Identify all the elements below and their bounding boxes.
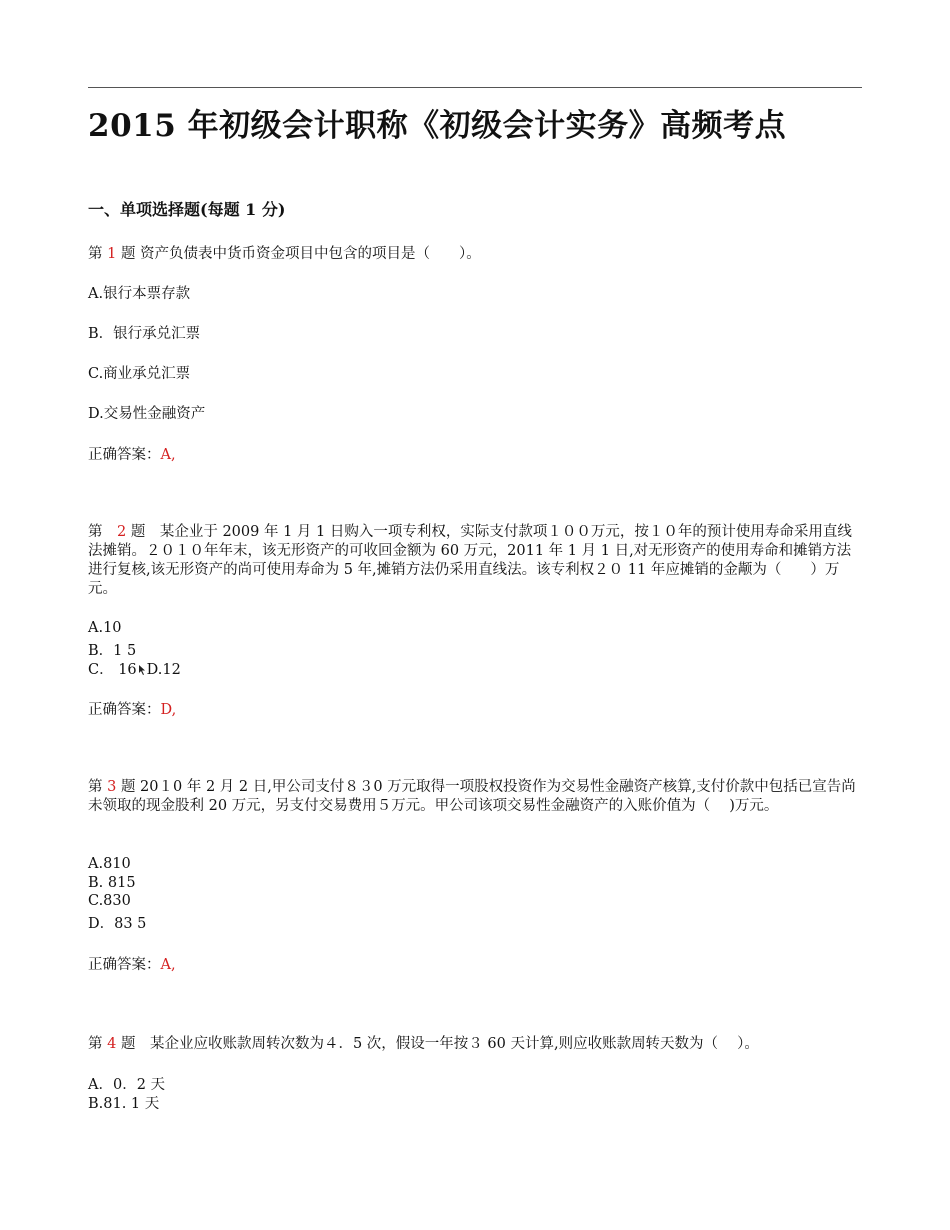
answer-value: D, [160,702,177,718]
q2-option-c: C． 16 [88,662,137,678]
answer-label: 正确答案： [88,702,161,718]
top-rule [88,87,862,88]
question-prefix: 第 [88,779,108,795]
q4-option-a: A．0．2 天 [88,1077,166,1093]
q3-option-a: A.810 [88,856,131,872]
question-number: 1 [107,246,117,262]
q2-option-cd [88,658,181,679]
question-number: 4 [107,1036,117,1052]
q2-option-a: A.10 [88,620,122,636]
question-3 [88,778,863,816]
question-1 [88,242,481,263]
q1-option-c: C.商业承兑汇票 [88,366,191,382]
answer-value: A, [160,447,176,463]
q1-option-d: D.交易性金融资产 [88,406,206,422]
question-prefix: 第 [88,1036,108,1052]
q3-option-c: C.830 [88,893,131,909]
q2-option-d: D.12 [146,662,181,678]
q1-option-b: B．银行承兑汇票 [88,326,201,342]
question-text: 题 资产负债表中货币资金项目中包含的项目是（ ）。 [116,246,481,262]
question-prefix: 第 [88,246,108,262]
question-4 [88,1032,759,1053]
question-text: 题 20１0 年 2 月 2 日,甲公司支付８３0 万元取得一项股权投资作为交易性金融资产核算,支付价款中包括已宣告尚未领取的现金股利 20 万元，另支付交易费用５万元。甲公司该项交易性金融资产的入账价值为（ )万元。 [88,779,856,814]
section-heading: 一、单项选择题(每题 1 分) [88,200,286,219]
q4-option-b: B.81. 1 天 [88,1096,160,1112]
question-text: 题 某企业应收账款周转次数为４．5 次，假设一年按３ 60 天计算,则应收账款周转天数为（ ）。 [116,1036,759,1052]
q1-answer [88,443,176,464]
q2-option-b: B．1 5 [88,643,137,659]
cursor-icon [138,665,146,675]
q1-option-a: A.银行本票存款 [88,286,191,302]
answer-label: 正确答案： [88,957,161,973]
q3-option-d: D．83 5 [88,916,147,932]
q2-answer [88,698,176,719]
question-text: 题 某企业于 2009 年 1 月 1 日购入一项专利权，实际支付款项１００万元，按１０年的预计使用寿命采用直线法摊销。２０１０年年末，该无形资产的可收回金额为 60 万元，2011 年 1 月 1 日,对无形资产的使用寿命和摊销方法进行复核,该无形资产的尚可使用寿命为 5 年,摊销方法仍采用直线法。该专利权２０ 11 年应摊销的金颟为（ ）万元。 [88,524,852,597]
q3-answer [88,953,176,974]
question-prefix: 第 [88,524,117,540]
question-number: 2 [117,524,127,540]
answer-label: 正确答案： [88,447,161,463]
page-title: 2015 年初级会计职称《初级会计实务》高频考点 [88,108,787,144]
answer-value: A, [160,957,176,973]
question-2 [88,523,863,599]
q3-option-b: B. 815 [88,875,136,891]
question-number: 3 [107,779,117,795]
